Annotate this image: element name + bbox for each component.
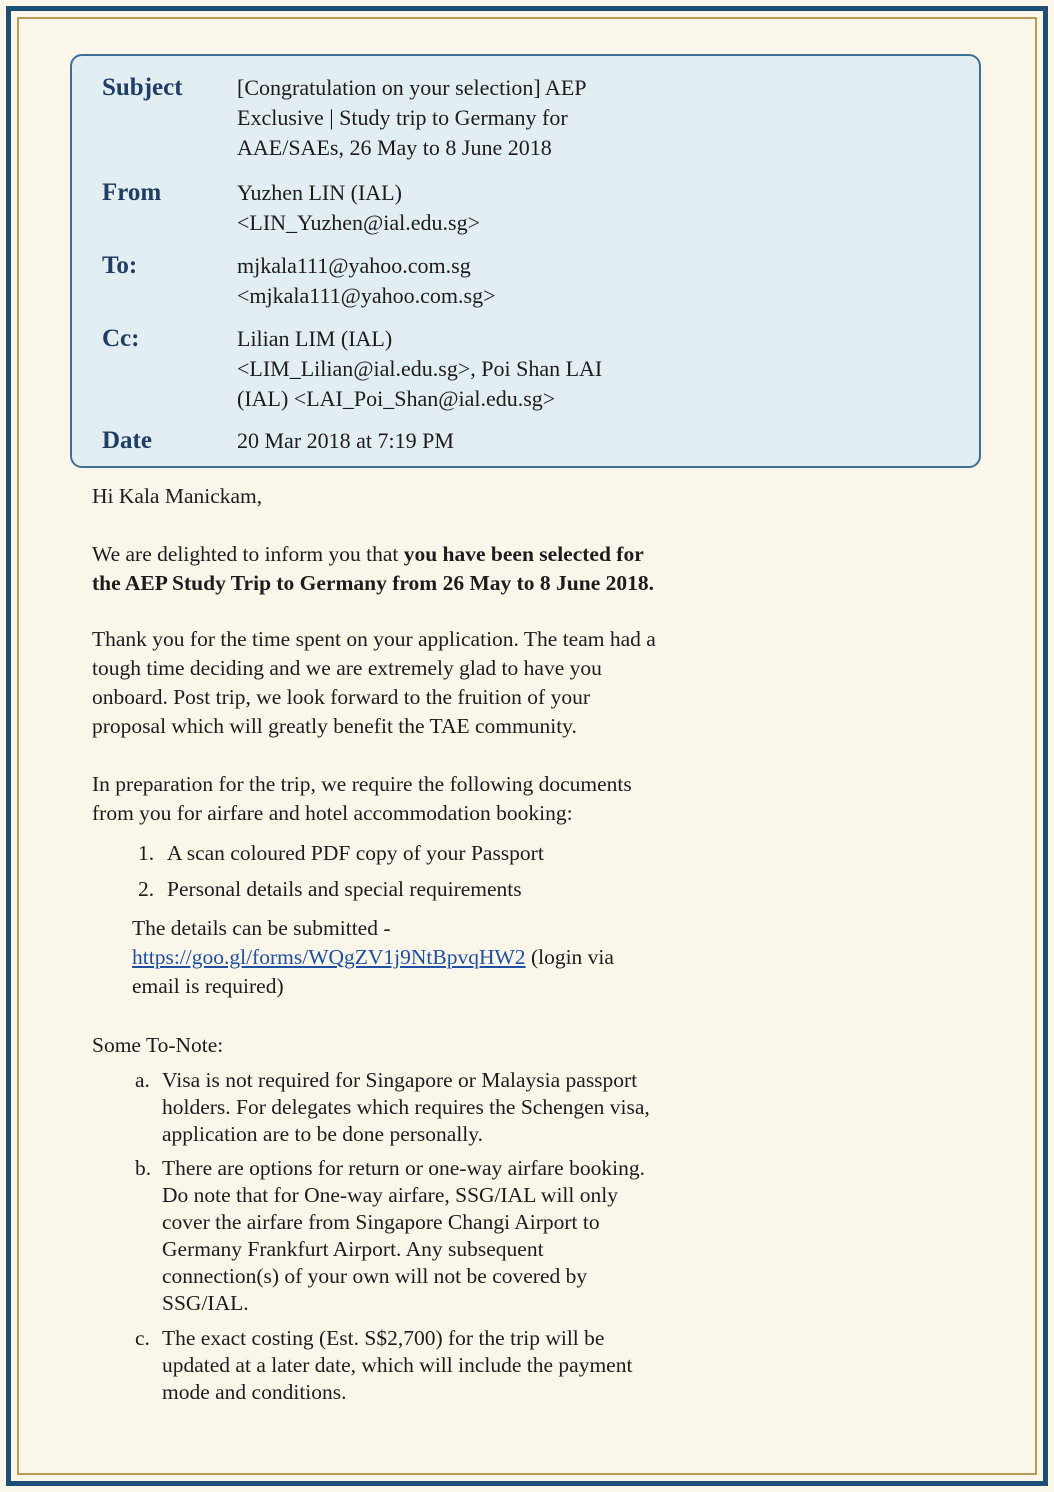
list-marker: c. [135,1326,150,1350]
note-line: application are to be done personally. [162,1122,483,1146]
paragraph-selection-start: We are delighted to inform you that [92,542,404,566]
date-value: 20 Mar 2018 at 7:19 PM [237,428,454,453]
greeting: Hi Kala Manickam, [92,484,263,508]
list-marker: a. [135,1068,150,1092]
note-line: Visa is not required for Singapore or Malaysia passport [162,1068,638,1092]
from-line: Yuzhen LIN (IAL) [237,180,402,205]
note-line: mode and conditions. [162,1380,347,1404]
subject-label: Subject [102,74,183,101]
notes-heading: Some To-Note: [92,1033,224,1057]
subject-line: [Congratulation on your selection] AEP [237,75,587,100]
list-marker: b. [135,1156,152,1180]
paragraph-preparation [92,770,992,828]
from-label: From [102,179,162,206]
from-line: <LIN_Yuzhen@ial.edu.sg> [237,210,481,235]
paragraph-line: from you for airfare and hotel accommodation booking: [92,801,573,825]
note-line: updated at a later date, which will include the payment [162,1353,633,1377]
selection-highlight: the AEP Study Trip to Germany from 26 May to 8 June 2018. [92,571,654,595]
cc-line: <LIM_Lilian@ial.edu.sg>, Poi Shan LAI [237,356,603,381]
note-line: The exact costing (Est. S$2,700) for the trip will be [162,1326,605,1350]
paragraph-line: onboard. Post trip, we look forward to the fruition of your [92,685,590,709]
list-marker: 2. [138,877,155,901]
date-label: Date [102,427,152,454]
list-item-text: A scan coloured PDF copy of your Passport [167,841,544,865]
to-label: To: [102,252,138,279]
cc-line: Lilian LIM (IAL) [237,326,393,351]
to-value[interactable] [237,251,937,311]
to-line: <mjkala111@yahoo.com.sg> [237,283,496,308]
form-link[interactable]: https://goo.gl/forms/WQgZV1j9NtBpvqHW2 [132,945,526,969]
cc-value[interactable] [237,324,937,414]
from-value[interactable] [237,178,937,238]
note-line: holders. For delegates which requires the Schengen visa, [162,1095,650,1119]
paragraph-line: Thank you for the time spent on your application. The team had a [92,627,656,651]
to-line: mjkala111@yahoo.com.sg [237,253,471,278]
subject-line: AAE/SAEs, 26 May to 8 June 2018 [237,135,552,160]
list-marker: 1. [138,841,155,865]
note-line: cover the airfare from Singapore Changi Airport to [162,1210,600,1234]
cc-label: Cc: [102,325,140,352]
paragraph-selection [92,540,992,598]
paragraph-thanks [92,625,992,741]
paragraph-line: proposal which will greatly benefit the TAE community. [92,714,577,738]
subject-line: Exclusive | Study trip to Germany for [237,105,568,130]
list-item-text: Personal details and special requirements [167,877,522,901]
paragraph-line: In preparation for the trip, we require the following documents [92,772,632,796]
selection-highlight: you have been selected for [403,542,644,566]
subject-value [237,73,937,163]
cc-line: (IAL) <LAI_Poi_Shan@ial.edu.sg> [237,386,556,411]
email-header [70,54,981,468]
note-line: There are options for return or one-way airfare booking. [162,1156,645,1180]
paragraph-line: tough time deciding and we are extremely glad to have you [92,656,602,680]
submission-info [132,914,1032,1001]
submission-line: email is required) [132,974,284,998]
note-line: SSG/IAL. [162,1291,249,1315]
note-line: connection(s) of your own will not be covered by [162,1264,588,1288]
note-line: Do note that for One-way airfare, SSG/IAL will only [162,1183,618,1207]
submission-line: (login via [525,945,614,969]
submission-line: The details can be submitted - [132,916,391,940]
note-line: Germany Frankfurt Airport. Any subsequent [162,1237,544,1261]
